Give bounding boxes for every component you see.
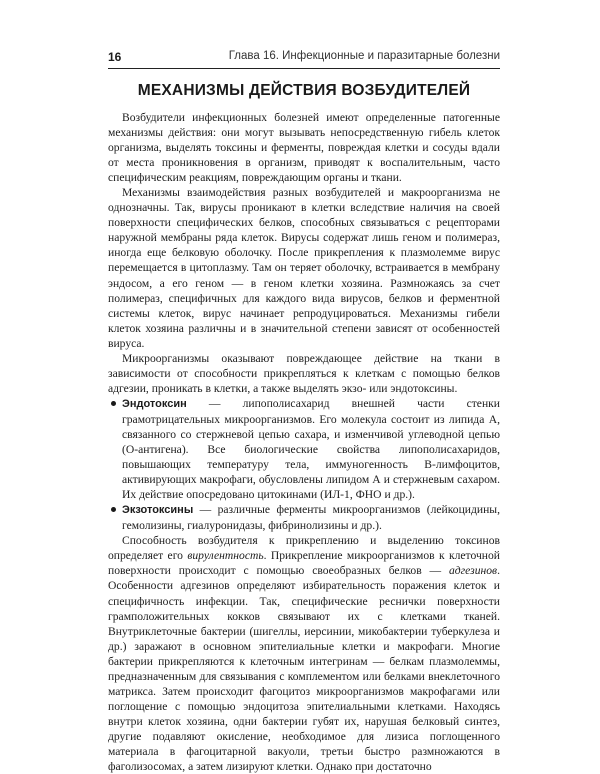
list-item — [108, 502, 500, 533]
paragraph-4-text: . Прикрепление микроорганизмов к клеточной поверхности происходит с помощью своеобразных белков — — [108, 549, 500, 578]
list-text: — различные ферменты микроорганизмов (лейкоцидины, гемолизины, гиалуронидазы, фибринолизины и др.). — [122, 503, 500, 533]
list-text: — липополисахарид внешней части стенки грамотрицательных микроорганизмов. Его молекула состоит из липида А, связанного со стержневой цепью сахара, и изменчивой углеводной цепью (О-антигена). Все биологические свойства липополисахаридов, повышающих температуру тела, иммуногенность В-лимфоцитов, активирующих макрофаги, обусловлены липидом А и стержневым сахаром. Их действие опосредовано цитокинами (ИЛ-1, ФНО и др.). — [122, 396, 500, 502]
term-adhesins: адгезинов — [449, 564, 498, 578]
list-item — [108, 396, 500, 502]
list-term: Экзотоксины — [122, 504, 194, 517]
list-term: Эндотоксин — [122, 397, 187, 410]
paragraph-1: Возбудители инфекционных болезней имеют определенные патогенные механизмы действия: они могут вызывать непосредственную гибель клеток организма, выделять токсины и ферменты, повреждая клетки и сосуды вдали от места проникновения в организм, приводят к воспалительным, часто специфическим реакциям, повреждающим органы и ткани. — [108, 111, 500, 185]
term-virulence: вирулентность — [187, 549, 264, 563]
paragraph-2: Механизмы взаимодействия разных возбудителей и макроорганизма не однозначны. Так, вирусы проникают в клетки вследствие наличия на своей поверхности специфических белков, способных связываться с рецепторами наружной мембраны ряда клеток. Вирусы содержат лишь геном и полимераз, иногда еще белковую оболочку. После прикрепления к плазмолемме вирус перемещается в цитоплазму. Там он теряет оболочку, встраивается в мембрану эндосом, а его геном — в геном клетки хозяина. Размножаясь за счет полимераз, специфичных для каждого вида вирусов, белков и ферментной системы клеток, вирус начинает репродуцироваться. Механизмы гибели клеток хозяина различны и в значительной степени зависят от особенностей вируса. — [108, 186, 500, 350]
paragraph-4-text: Способность возбудителя к прикреплению и выделению токсинов определяет его — [108, 534, 500, 563]
toxin-list — [108, 396, 500, 533]
page-number: 16 — [108, 50, 122, 64]
body-text — [108, 110, 500, 774]
paragraph-4 — [108, 533, 500, 774]
section-title: МЕХАНИЗМЫ ДЕЙСТВИЯ ВОЗБУДИТЕЛЕЙ — [137, 82, 471, 99]
page-header — [108, 48, 500, 69]
running-head: Глава 16. Инфекционные и паразитарные болезни — [228, 50, 500, 62]
paragraph-4-text: . Особенности адгезинов определяют избирательность поражения клеток и специфичность инфекции. Так, специфические реснички поверхности грамположительных кокков связывают их с клетками тканей. Внутриклеточные бактерии (шигеллы, иерсинии, микобактерии туберкулеза и др.) заражают в основном эпителиальные клетки и макрофаги. Многие бактерии прикрепляются к клеточным интегринам — белкам плазмолеммы, предназначенным для связывания с комплементом или белками внеклеточного матрикса. Затем происходит фагоцитоз микроорганизмов макрофагами или поглощение с помощью эндоцитоза эпителиальными клетками. Находясь внутри клеток хозяина, одни бактерии губят их, нарушая белковый синтез, другие подавляют окисление, необходимое для лизиса поглощенного материала в фагоцитарной вакуоли, третьи быстро размножаются в фаголизосомах, а затем лизируют клетки. Однако при достаточно — [108, 564, 500, 774]
paragraph-3: Микроорганизмы оказывают повреждающее действие на ткани в зависимости от способности прикрепляться к клеткам с помощью белков адгезии, проникать в клетки, а также выделять экзо- или эндотоксины. — [108, 351, 500, 395]
